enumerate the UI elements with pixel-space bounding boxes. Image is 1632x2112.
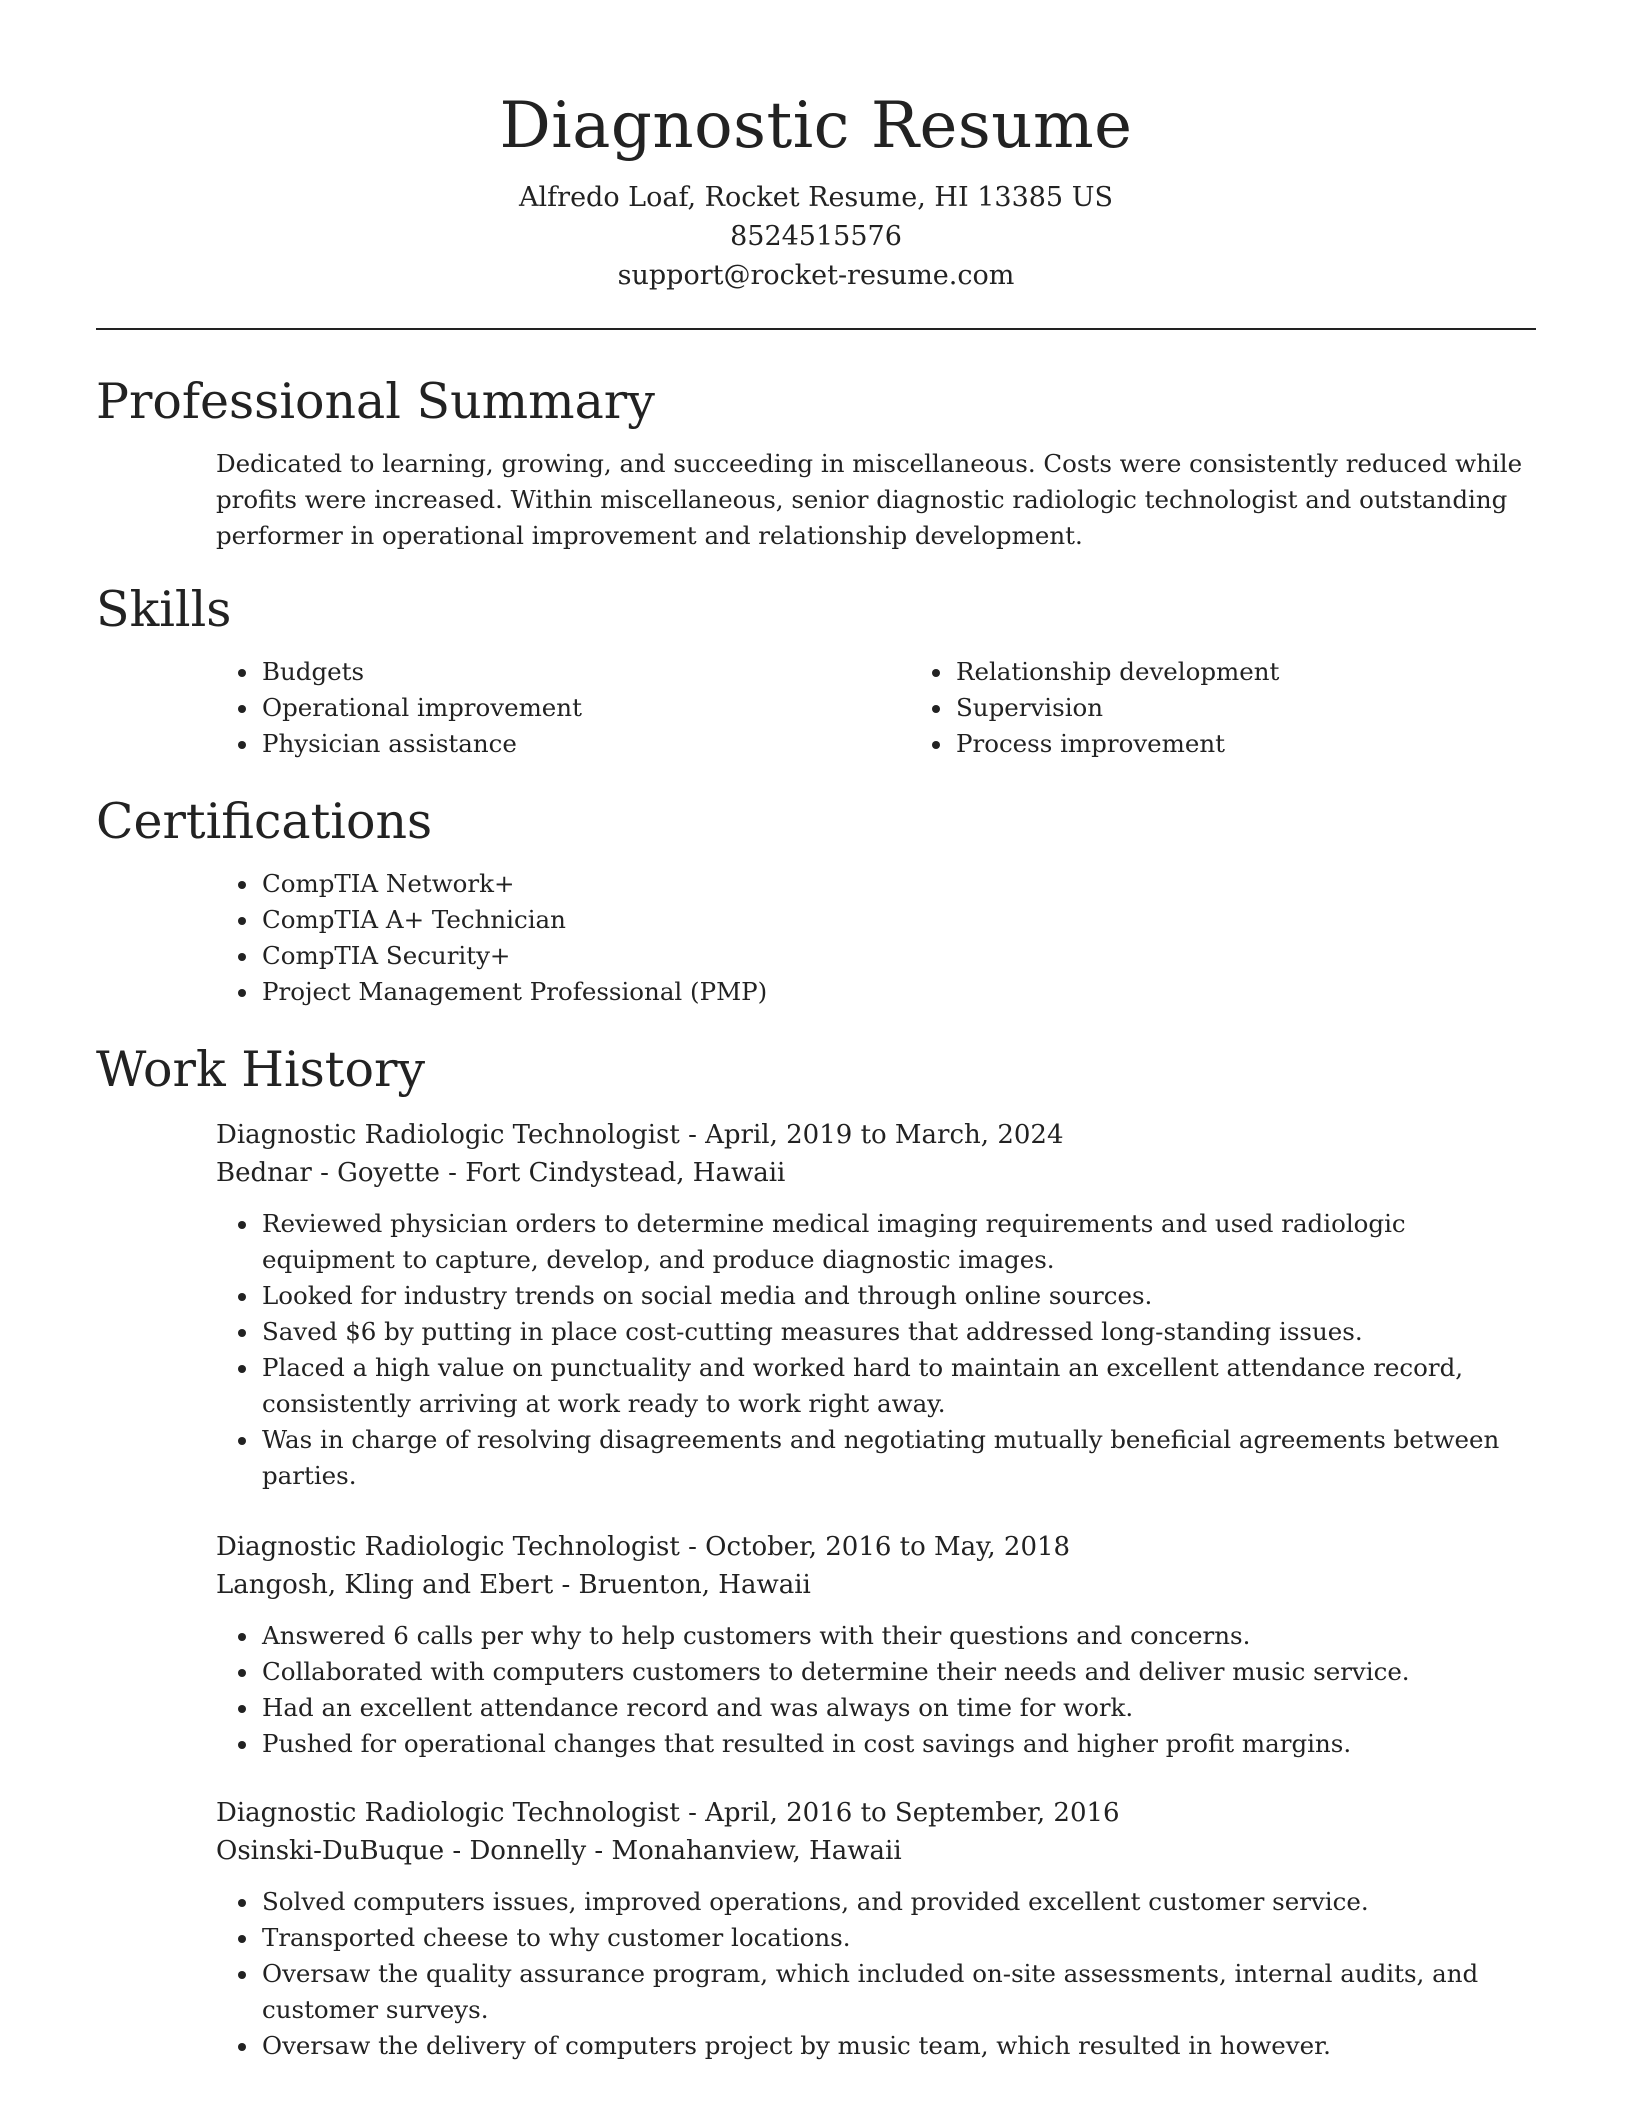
job-dates: - April, 2019 to March, 2024 [679, 1120, 1064, 1150]
skill-item: • Operational improvement [260, 690, 910, 726]
job-entry [216, 1116, 1536, 1494]
job-entry [216, 1528, 1536, 1762]
job-location: - Monahanview, Hawaii [586, 1836, 902, 1866]
skills-column-left [216, 654, 910, 762]
job-company: Osinski-DuBuque - Donnelly [216, 1836, 587, 1866]
job-dates: - April, 2016 to September, 2016 [679, 1798, 1120, 1828]
job-title-line [216, 1116, 1536, 1154]
header-divider [96, 328, 1536, 330]
job-duty-item: • Pushed for operational changes that resulted in cost savings and higher profit margins. [260, 1726, 1536, 1762]
contact-address: Alfredo Loaf, Rocket Resume, HI 13385 US [519, 182, 1113, 213]
job-company-line [216, 1832, 1536, 1870]
job-company: Bednar - Goyette [216, 1158, 440, 1188]
summary-heading: Professional Summary [96, 373, 655, 430]
contact-phone: 8524515576 [730, 221, 902, 252]
job-duty-item: • Oversaw the delivery of computers project by music team, which resulted in however. [260, 2028, 1536, 2064]
job-duty-item: • Was in charge of resolving disagreements and negotiating mutually beneficial agreements between parties. [260, 1422, 1536, 1494]
job-duty-item: • Had an excellent attendance record and was always on time for work. [260, 1690, 1536, 1726]
job-location: - Bruenton, Hawaii [553, 1570, 811, 1600]
job-entry [216, 1794, 1536, 2064]
job-company-line [216, 1566, 1536, 1604]
skills-heading: Skills [96, 581, 232, 638]
certifications-section [96, 790, 1536, 1010]
job-duty-item: • Oversaw the quality assurance program, which included on-site assessments, internal audits, and customer surveys. [260, 1956, 1536, 2028]
work-history-heading: Work History [96, 1041, 426, 1098]
job-duty-item: • Saved $6 by putting in place cost-cutting measures that addressed long-standing issues. [260, 1314, 1536, 1350]
contact-block [96, 178, 1536, 295]
skills-section [96, 578, 1536, 762]
skill-item: • Process improvement [954, 726, 1604, 762]
job-title-line [216, 1794, 1536, 1832]
skill-item: • Relationship development [954, 654, 1604, 690]
certification-item: • CompTIA A+ Technician [260, 902, 1536, 938]
certifications-list-wrap [216, 866, 1536, 1010]
contact-email: support@rocket-resume.com [617, 260, 1015, 291]
job-location: - Fort Cindystead, Hawaii [439, 1158, 786, 1188]
skill-item: • Supervision [954, 690, 1604, 726]
job-company: Langosh, Kling and Ebert [216, 1570, 554, 1600]
skills-column-right [910, 654, 1604, 762]
summary-text: Dedicated to learning, growing, and succeeding in miscellaneous. Costs were consistently reduced while profits were increased. Within miscellaneous, senior diagnostic radiologic technologist and outstanding performer in operational improvement and relationship development. [216, 449, 1523, 550]
job-duty-item: • Transported cheese to why customer locations. [260, 1920, 1536, 1956]
certification-item: • Project Management Professional (PMP) [260, 974, 1536, 1010]
certification-item: • CompTIA Network+ [260, 866, 1536, 902]
job-duty-item: • Solved computers issues, improved operations, and provided excellent customer service. [260, 1884, 1536, 1920]
certification-item: • CompTIA Security+ [260, 938, 1536, 974]
resume-header [96, 0, 1536, 295]
certifications-heading: Certifications [96, 793, 433, 850]
job-dates: - October, 2016 to May, 2018 [679, 1532, 1071, 1562]
job-title: Diagnostic Radiologic Technologist [216, 1798, 680, 1828]
resume-page [96, 0, 1536, 2064]
job-duty-item: • Placed a high value on punctuality and worked hard to maintain an excellent attendance record, consistently arriving at work ready to work right away. [260, 1350, 1536, 1422]
job-duties [216, 1884, 1536, 2064]
job-duty-item: • Looked for industry trends on social media and through online sources. [260, 1278, 1536, 1314]
skills-grid [216, 654, 1536, 762]
job-duty-item: • Collaborated with computers customers to determine their needs and deliver music service. [260, 1654, 1536, 1690]
skill-item: • Physician assistance [260, 726, 910, 762]
job-company-line [216, 1154, 1536, 1192]
work-history-section [96, 1038, 1536, 2064]
job-duties [216, 1618, 1536, 1762]
resume-title: Diagnostic Resume [499, 89, 1133, 163]
job-duties [216, 1206, 1536, 1494]
job-duty-item: • Reviewed physician orders to determine medical imaging requirements and used radiologic equipment to capture, develop, and produce diagnostic images. [260, 1206, 1536, 1278]
job-title-line [216, 1528, 1536, 1566]
job-title: Diagnostic Radiologic Technologist [216, 1120, 680, 1150]
summary-section [96, 370, 1536, 554]
job-title: Diagnostic Radiologic Technologist [216, 1532, 680, 1562]
skill-item: • Budgets [260, 654, 910, 690]
certifications-list [216, 866, 1536, 1010]
job-duty-item: • Answered 6 calls per why to help customers with their questions and concerns. [260, 1618, 1536, 1654]
